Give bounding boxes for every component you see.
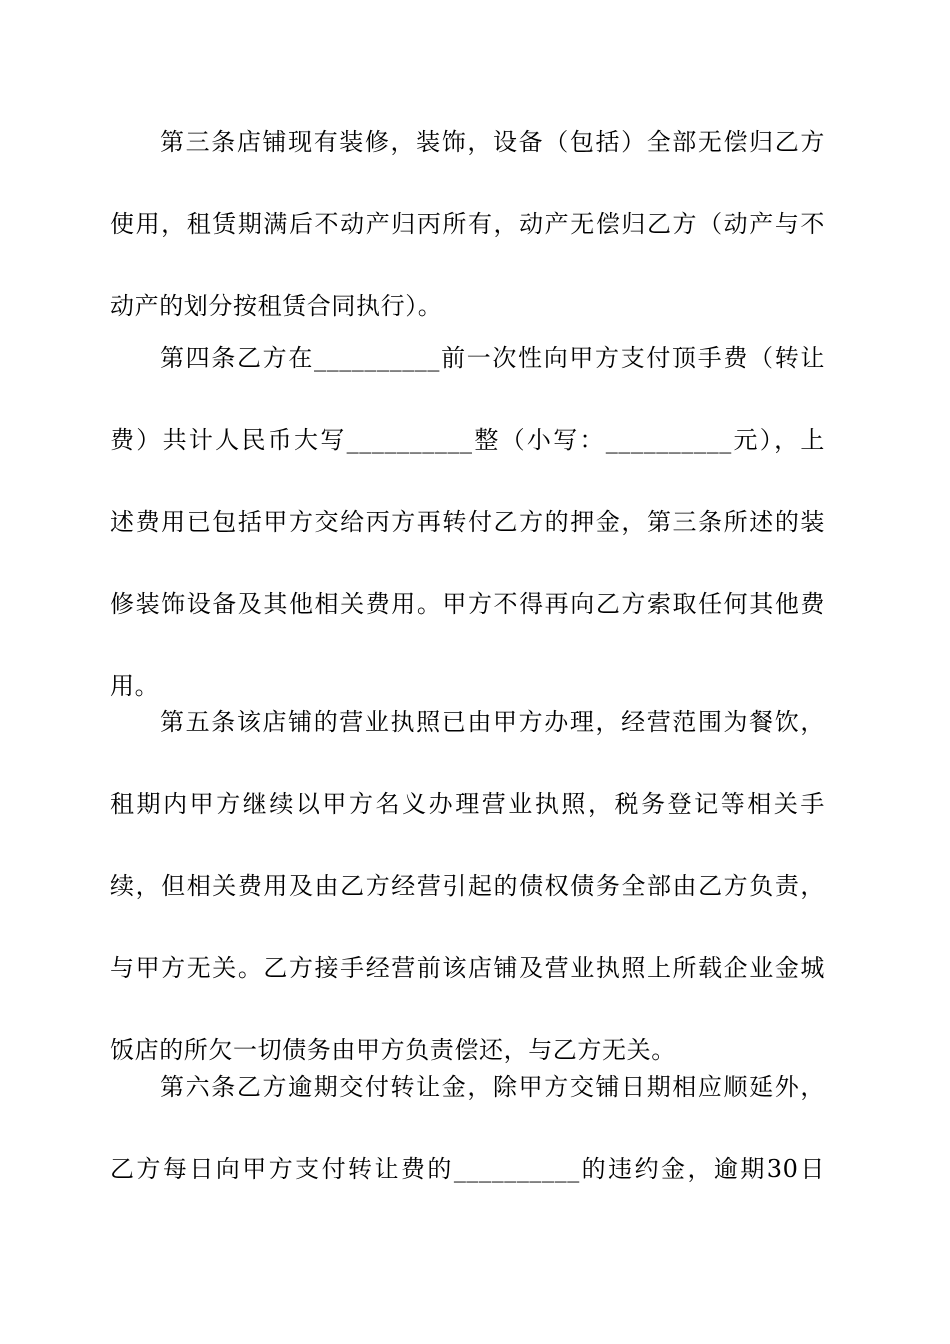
article-3-line-3: 动产的划分按租赁合同执行）。	[110, 292, 443, 320]
article-5-line-1: 第五条该店铺的营业执照已由甲方办理，经营范围为餐饮，	[160, 708, 825, 736]
article-4-line-3: 述费用已包括甲方交给丙方再转付乙方的押金，第三条所述的装	[110, 508, 825, 536]
article-6-paragraph	[110, 1075, 825, 1239]
article-5-line-4: 与甲方无关。乙方接手经营前该店铺及营业执照上所载企业金城	[110, 954, 825, 982]
article-4-line-1: 第四条乙方在__________前一次性向甲方支付顶手费（转让	[160, 344, 825, 372]
article-5-line-3: 续，但相关费用及由乙方经营引起的债权债务全部由乙方负责，	[110, 872, 825, 900]
article-4-line-2: 费）共计人民币大写__________整（小写：__________元），上	[110, 426, 825, 454]
article-4-line-4: 修装饰设备及其他相关费用。甲方不得再向乙方索取任何其他费	[110, 590, 825, 618]
article-3-paragraph	[110, 130, 825, 376]
article-5-line-2: 租期内甲方继续以甲方名义办理营业执照，税务登记等相关手	[110, 790, 825, 818]
article-5-line-5: 饭店的所欠一切债务由甲方负责偿还，与乙方无关。	[110, 1036, 676, 1064]
article-4-line-5: 用。	[110, 672, 160, 700]
article-4-paragraph	[110, 346, 825, 756]
article-6-line-2: 乙方每日向甲方支付转让费的__________的违约金，逾期30日	[110, 1155, 825, 1183]
article-3-line-2: 使用，租赁期满后不动产归丙所有，动产无偿归乙方（动产与不	[110, 210, 825, 238]
article-6-line-1: 第六条乙方逾期交付转让金，除甲方交铺日期相应顺延外，	[160, 1073, 825, 1101]
article-3-line-1: 第三条店铺现有装修，装饰，设备（包括）全部无偿归乙方	[160, 128, 825, 156]
article-5-paragraph	[110, 710, 825, 1120]
